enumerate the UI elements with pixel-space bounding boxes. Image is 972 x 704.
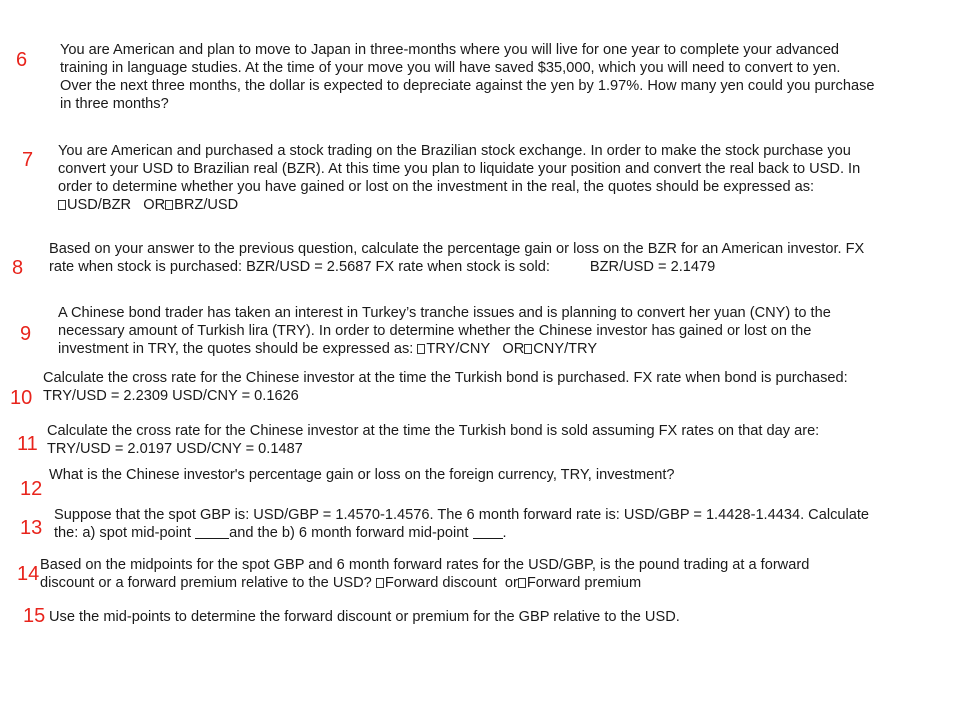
q7-line-2: convert your USD to Brazilian real (BZR). At this time you plan to liquidate your position and convert the real back to USD. In [58,161,861,177]
question-14-number: 14 [17,563,40,585]
q14-option-forward-premium-label: Forward premium [526,575,642,591]
question-8-text [49,240,864,276]
q9-line-1: A Chinese bond trader has taken an interest in Turkey’s tranche issues and is planning to convert her yuan (CNY) to the [58,305,831,321]
q13-line-2 [54,524,869,542]
q13-part-a: the: a) spot mid-point [54,525,196,541]
q9-checkbox-cny-try[interactable] [524,344,532,354]
q13-forward-midpoint-blank[interactable] [473,526,503,539]
q7-option-usd-bzr-label: USD/BZR [67,197,132,213]
q13-end: . [502,525,507,541]
question-12-text [49,466,675,484]
q9-option-try-cny-label: TRY/CNY [426,341,491,357]
q13-spot-midpoint-blank[interactable] [195,526,229,539]
question-8-number: 8 [12,257,24,279]
question-13-text [54,506,869,542]
q14-checkbox-forward-premium[interactable] [518,578,526,588]
question-10-text [43,369,848,405]
q7-line-1: You are American and purchased a stock trading on the Brazilian stock exchange. In order to make the stock purchase you [58,143,851,159]
q11-line-1: Calculate the cross rate for the Chinese investor at the time the Turkish bond is sold assuming FX rates on that day are: [47,423,820,439]
question-7-number: 7 [22,149,34,171]
q13-line-1: Suppose that the spot GBP is: USD/GBP = 1.4570-1.4576. The 6 month forward rate is: USD/GBP = 1.4428-1.4434. Calculate [54,507,870,523]
question-13-number: 13 [20,517,43,539]
q7-line-3: order to determine whether you have gained or lost on the investment in the real, the quotes should be expressed as: [58,179,815,195]
q14-option-forward-discount-label: Forward discount [384,575,497,591]
q6-line-2: training in language studies. At the time of your move you will have saved $35,000, which you will need to convert to yen. [60,60,841,76]
question-11-text [47,422,819,458]
q7-checkbox-usd-bzr[interactable] [58,200,66,210]
q14-checkbox-forward-discount[interactable] [376,578,384,588]
q9-checkbox-try-cny[interactable] [417,344,425,354]
q10-line-1: Calculate the cross rate for the Chinese investor at the time the Turkish bond is purchased. FX rate when bond is purchased: [43,370,848,386]
q6-line-3: Over the next three months, the dollar is expected to depreciate against the yen by 1.97%. How many yen could you purchase [60,78,875,94]
question-15-text [49,608,680,626]
q14-options [40,574,809,592]
q9-lead-text: investment in TRY, the quotes should be expressed as: [58,341,418,357]
question-11-number: 11 [17,433,38,455]
q13-part-b: and the b) 6 month forward mid-point [229,525,473,541]
q8-rate-purchase: rate when stock is purchased: BZR/USD = 2.5687 FX rate when stock is sold: [49,259,550,275]
q9-line-2: necessary amount of Turkish lira (TRY). In order to determine whether the Chinese investor has gained or lost on the [58,323,812,339]
question-9-text [58,304,831,358]
q7-checkbox-brz-usd[interactable] [165,200,173,210]
question-15-number: 15 [23,605,46,627]
q9-option-cny-try-label: CNY/TRY [533,341,598,357]
q15-line-1: Use the mid-points to determine the forward discount or premium for the GBP relative to the USD. [49,609,680,625]
q9-options [58,340,831,358]
question-9-number: 9 [20,323,32,345]
q7-or-label: OR [143,197,166,213]
question-6-number: 6 [16,49,28,71]
question-12-number: 12 [20,478,43,500]
q9-or-label: OR [502,341,525,357]
question-7-text [58,142,860,214]
q6-line-1: You are American and plan to move to Japan in three-months where you will live for one year to complete your advanced [60,42,840,58]
q8-line-1: Based on your answer to the previous question, calculate the percentage gain or loss on the BZR for an American investor. FX [49,241,865,257]
q14-or-label: or [504,575,518,591]
q11-line-2: TRY/USD = 2.0197 USD/CNY = 0.1487 [47,441,303,457]
q7-option-brz-usd-label: BRZ/USD [174,197,239,213]
q14-lead-text: discount or a forward premium relative to the USD? [40,575,376,591]
question-14-text [40,556,809,592]
q8-rate-line [49,258,864,276]
q8-rate-sold: BZR/USD = 2.1479 [589,259,716,275]
question-10-number: 10 [10,387,33,409]
q7-options [58,196,860,214]
question-6-text [60,41,874,113]
q6-line-4: in three months? [60,96,169,112]
q10-line-2: TRY/USD = 2.2309 USD/CNY = 0.1626 [43,388,299,404]
q14-line-1: Based on the midpoints for the spot GBP and 6 month forward rates for the USD/GBP, is the pound trading at a forward [40,557,810,573]
q12-line-1: What is the Chinese investor's percentage gain or loss on the foreign currency, TRY, investment? [49,467,675,483]
